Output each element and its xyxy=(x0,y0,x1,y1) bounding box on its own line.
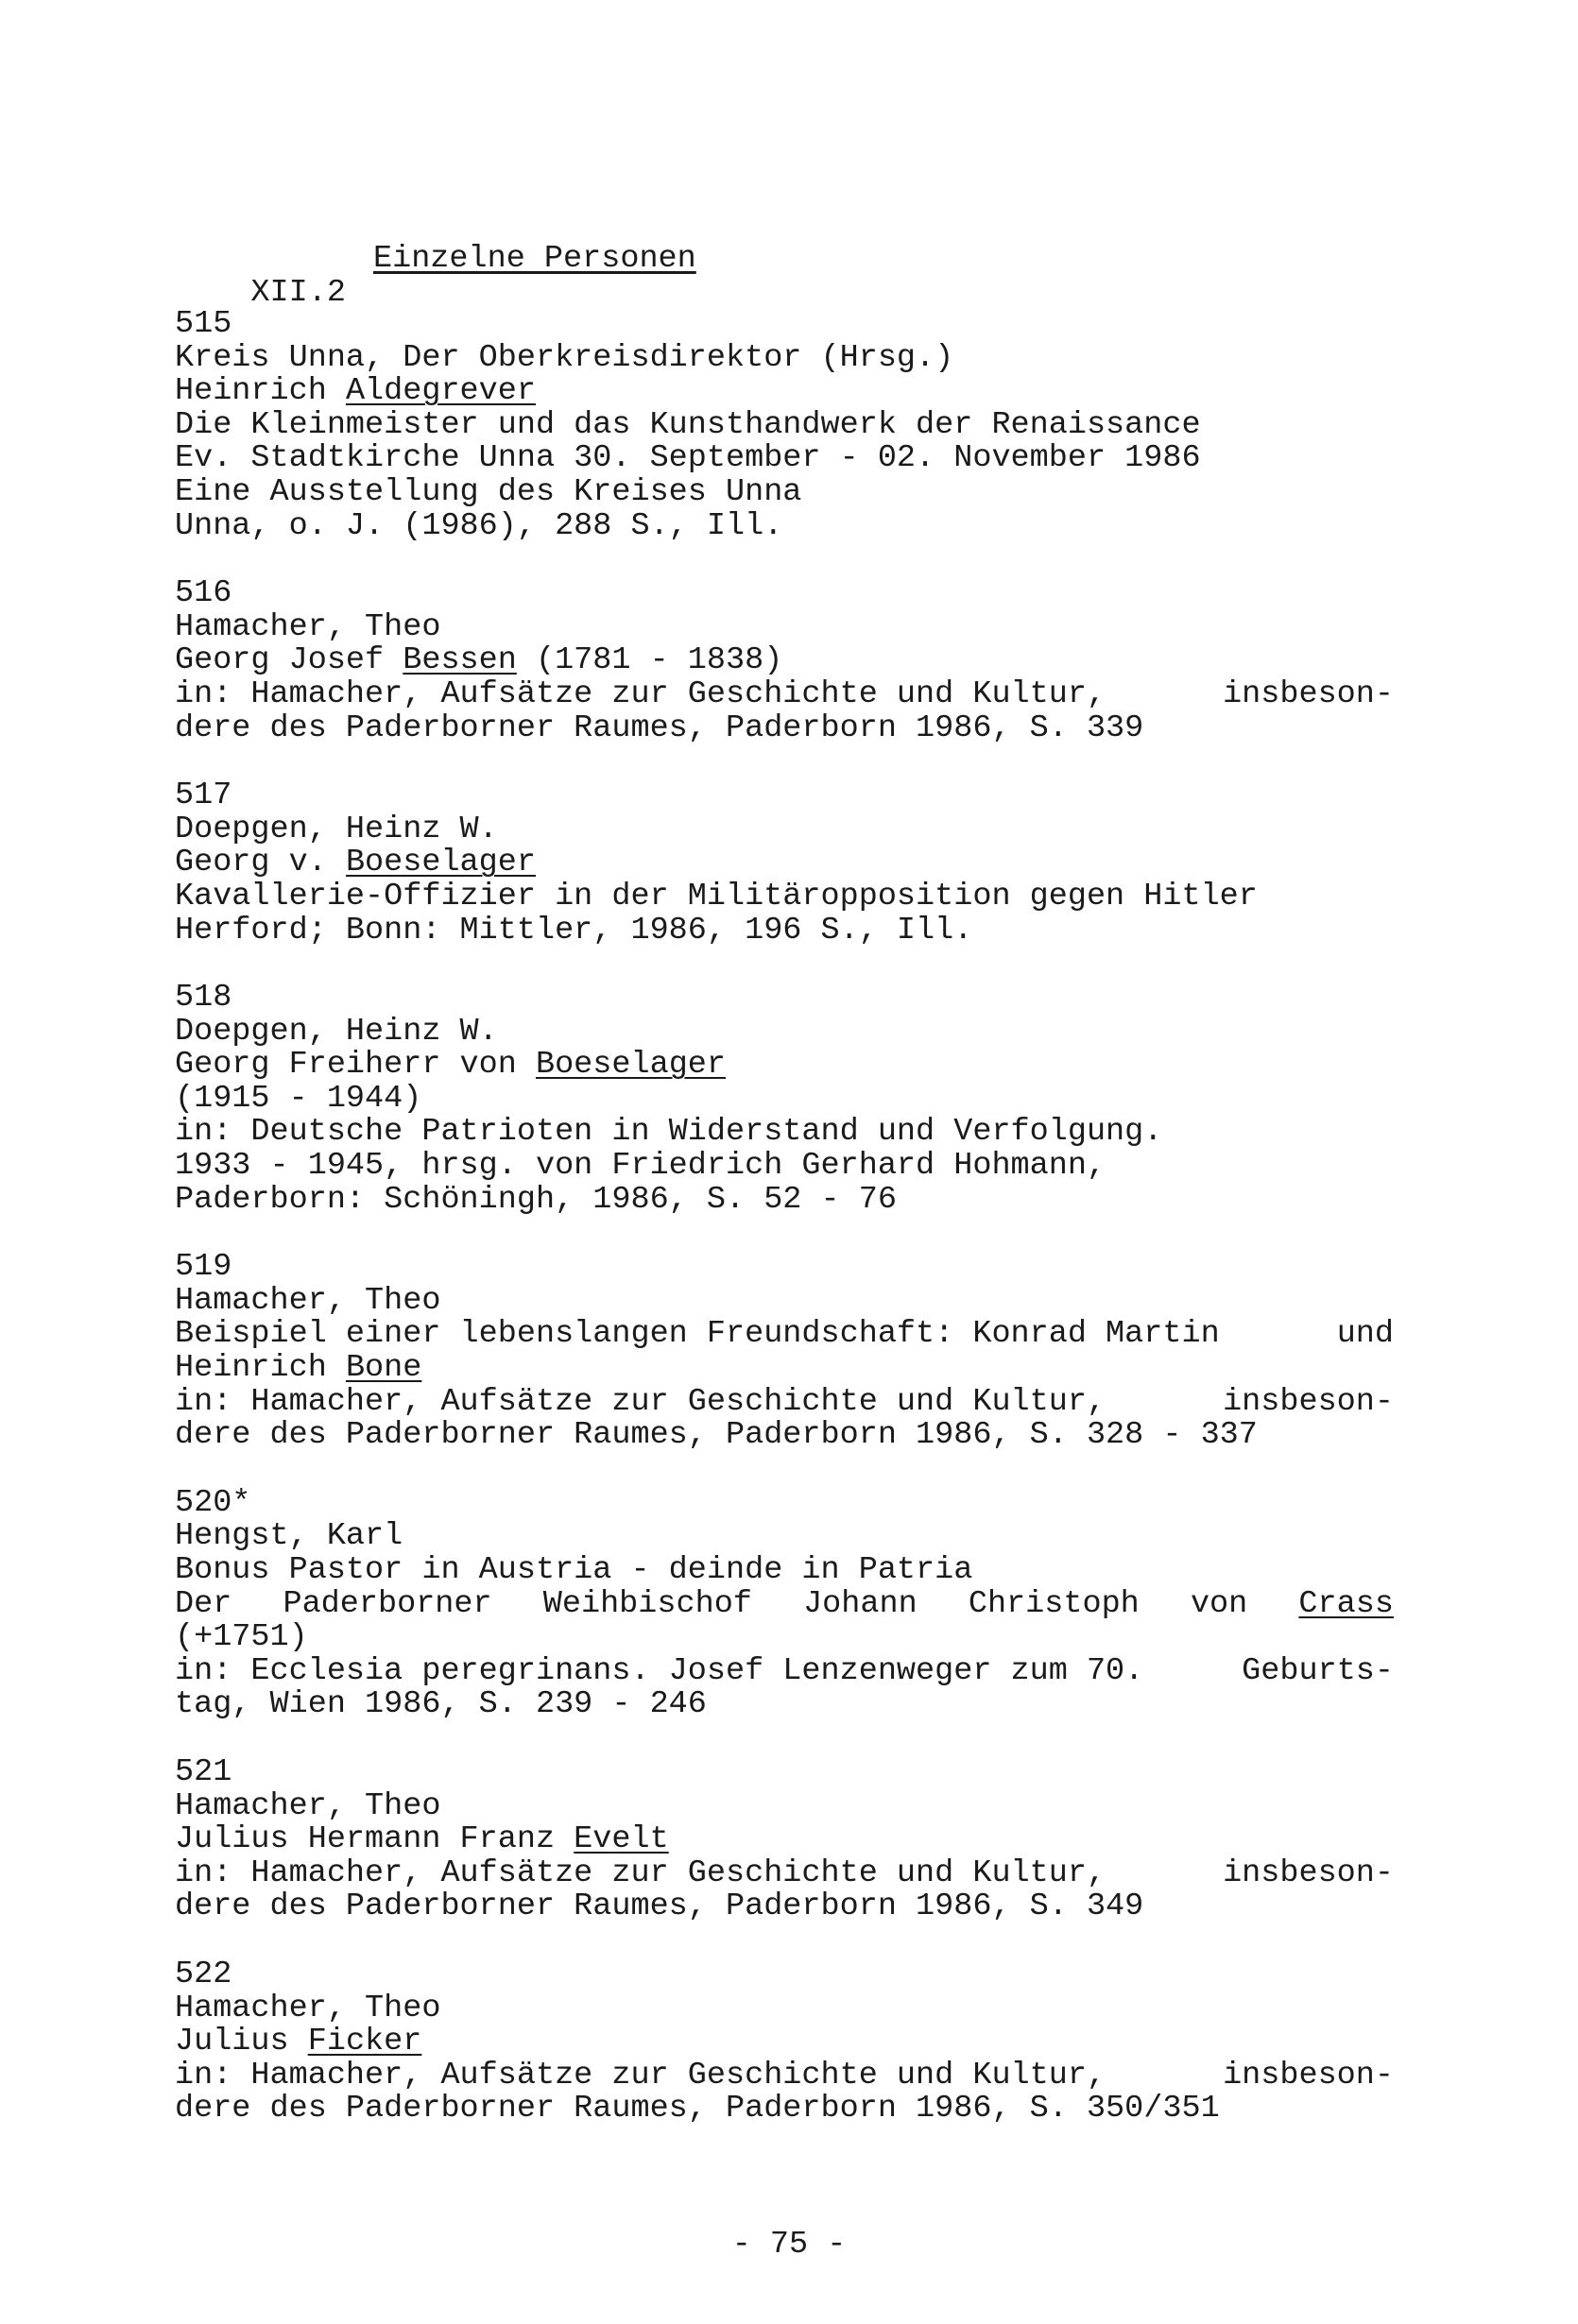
entry-line: dere des Paderborner Raumes, Paderborn 1986, S. 349 xyxy=(175,1888,1144,1925)
entry-line: Hamacher, Theo xyxy=(175,608,441,645)
entry-line-part: in: Hamacher, Aufsätze zur Geschichte und Kultur, xyxy=(175,1383,1106,1420)
entry-line: Doepgen, Heinz W. xyxy=(175,1013,498,1050)
entry-line: tag, Wien 1986, S. 239 - 246 xyxy=(175,1686,707,1723)
entry-line-part: Christoph xyxy=(968,1585,1140,1622)
entry-line: Bonus Pastor in Austria - deinde in Patria xyxy=(175,1552,973,1588)
indexed-name: Ficker xyxy=(307,2024,422,2060)
entry-number: 520* xyxy=(175,1484,251,1521)
entry-line-part: in: Hamacher, Aufsätze zur Geschichte und Kultur, xyxy=(175,2057,1106,2093)
entry-line xyxy=(175,1652,1394,1689)
entry-line-part: insbeson- xyxy=(1223,675,1394,712)
entry-line-text: Heinrich xyxy=(175,1350,346,1387)
indexed-name: Boeselager xyxy=(345,845,536,881)
entry-line-part: in: Hamacher, Aufsätze zur Geschichte und Kultur, xyxy=(175,1854,1106,1891)
entry-line: dere des Paderborner Raumes, Paderborn 1986, S. 328 - 337 xyxy=(175,1417,1258,1454)
entry-line xyxy=(175,1854,1394,1891)
entry-line-part: insbeson- xyxy=(1223,2057,1394,2093)
bibliography-entry xyxy=(175,1484,1432,1723)
entry-line xyxy=(175,2059,1394,2093)
indexed-name: Aldegrever xyxy=(345,373,536,410)
entry-number: 519 xyxy=(175,1249,232,1286)
entry-number: 521 xyxy=(175,1753,232,1790)
entry-line-text: Georg Josef xyxy=(175,642,403,679)
entry-line-part: Johann xyxy=(803,1585,918,1622)
bibliography-entry xyxy=(175,1753,1432,1925)
indexed-name: Bessen xyxy=(403,642,517,679)
entry-line-text: Julius xyxy=(175,2024,308,2060)
bibliography-entry xyxy=(175,779,1432,948)
entry-line-part: und xyxy=(1336,1316,1394,1353)
entry-line-part: Der xyxy=(175,1585,232,1622)
entry-line xyxy=(175,1049,1432,1083)
bibliography-entry xyxy=(175,1958,1432,2127)
entry-line: Hengst, Karl xyxy=(175,1518,403,1555)
entry-line-part: insbeson- xyxy=(1223,1383,1394,1420)
entry-line: Ev. Stadtkirche Unna 30. September - 02. November 1986 xyxy=(175,440,1201,477)
entry-line xyxy=(175,675,1394,712)
entry-line: Eine Ausstellung des Kreises Unna xyxy=(175,473,802,510)
indexed-name: Boeselager xyxy=(535,1047,727,1084)
entry-line: (1915 - 1944) xyxy=(175,1080,422,1117)
bibliography-entry xyxy=(175,982,1432,1217)
entry-line: Hamacher, Theo xyxy=(175,1990,441,2026)
entry-number: 516 xyxy=(175,575,232,612)
entry-line: (+1751) xyxy=(175,1619,308,1656)
entry-line: Kreis Unna, Der Oberkreisdirektor (Hrsg.) xyxy=(175,339,954,376)
bibliography-entry xyxy=(175,308,1432,543)
indexed-name: Evelt xyxy=(574,1821,669,1858)
entry-line-part: Weihbischof xyxy=(542,1585,752,1622)
entry-line xyxy=(175,1823,1432,1857)
entry-line-part: Geburts- xyxy=(1242,1652,1394,1689)
entry-line-part: Beispiel einer lebenslangen Freundschaft: Konrad Martin xyxy=(175,1316,1220,1353)
entry-number: 522 xyxy=(175,1956,232,1992)
entry-line: Herford; Bonn: Mittler, 1986, 196 S., Ill. xyxy=(175,912,973,948)
entry-line: Doepgen, Heinz W. xyxy=(175,811,498,847)
entry-line xyxy=(175,2025,1432,2059)
section-number: XII.2 xyxy=(250,275,346,311)
entry-line-part: in: Hamacher, Aufsätze zur Geschichte und Kultur, xyxy=(175,675,1106,712)
entry-line-text: Georg Freiherr von xyxy=(175,1047,536,1084)
entry-line: 1933 - 1945, hrsg. von Friedrich Gerhard Hohmann, xyxy=(175,1148,1106,1185)
entry-line-part: von xyxy=(1190,1585,1248,1622)
entry-line-text: Georg v. xyxy=(175,845,346,881)
entry-line: dere des Paderborner Raumes, Paderborn 1986, S. 339 xyxy=(175,709,1144,746)
indexed-name: Bone xyxy=(345,1350,422,1387)
entry-number: 517 xyxy=(175,778,232,814)
entry-number: 515 xyxy=(175,306,232,342)
entry-line-part: insbeson- xyxy=(1223,1854,1394,1891)
entry-line-part: Paderborner xyxy=(283,1585,492,1622)
entry-line xyxy=(175,1318,1394,1352)
page-number: - 75 - xyxy=(731,2227,847,2263)
entry-line: Hamacher, Theo xyxy=(175,1787,441,1824)
indexed-name: Crass xyxy=(1298,1585,1394,1622)
entry-line-text: Heinrich xyxy=(175,373,346,410)
entry-line: Die Kleinmeister und das Kunsthandwerk der Renaissance xyxy=(175,406,1201,443)
entry-line xyxy=(175,1352,1432,1386)
entry-line-text: Julius Hermann Franz xyxy=(175,1821,575,1858)
bibliography-list xyxy=(175,308,1432,2161)
bibliography-entry xyxy=(175,1251,1432,1453)
entry-number: 518 xyxy=(175,980,232,1017)
entry-line: Kavallerie-Offizier in der Militäropposition gegen Hitler xyxy=(175,878,1258,914)
entry-line-part: in: Ecclesia peregrinans. Josef Lenzenweger zum 70. xyxy=(175,1652,1144,1689)
entry-line xyxy=(175,375,1432,409)
entry-line: Unna, o. J. (1986), 288 S., Ill. xyxy=(175,507,783,544)
entry-line xyxy=(175,846,1432,880)
section-title: Einzelne Personen xyxy=(373,241,696,277)
bibliography-entry xyxy=(175,577,1432,745)
entry-line: Paderborn: Schöningh, 1986, S. 52 - 76 xyxy=(175,1181,897,1218)
entry-line xyxy=(175,1585,1394,1622)
entry-line-text: (1781 - 1838) xyxy=(516,642,783,679)
entry-line xyxy=(175,644,1432,678)
entry-line xyxy=(175,1383,1394,1420)
entry-line: in: Deutsche Patrioten in Widerstand und Verfolgung. xyxy=(175,1114,1163,1151)
entry-line: dere des Paderborner Raumes, Paderborn 1986, S. 350/351 xyxy=(175,2091,1220,2127)
entry-line: Hamacher, Theo xyxy=(175,1282,441,1319)
